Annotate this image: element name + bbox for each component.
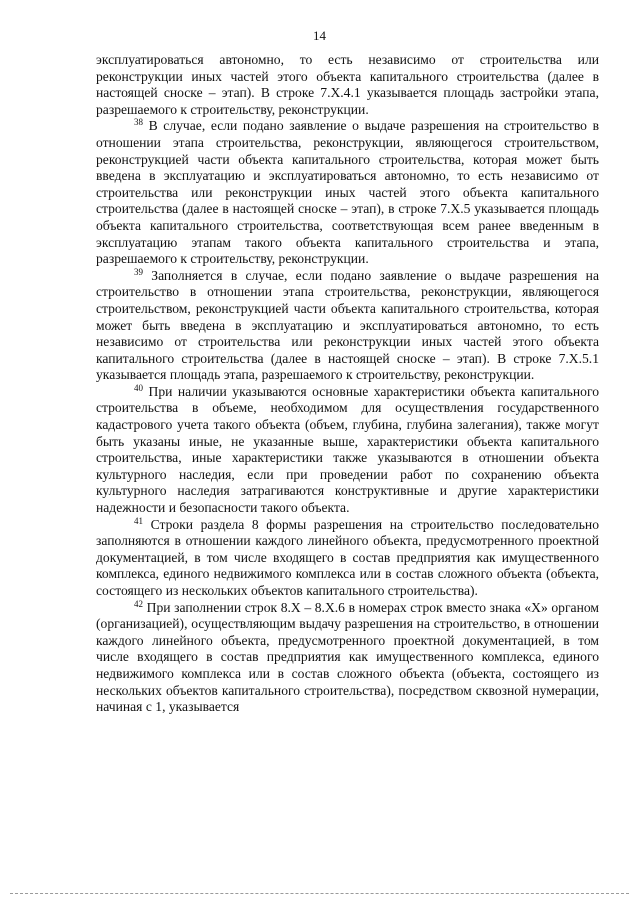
page-number: 14 [313,28,326,43]
footnote-38 [96,118,599,267]
footnote-text: При наличии указываются основные характеристики объекта капитального строительства в объеме, необходимом для осуществления государственного кадастрового учета такого объекта (объем, глубина, глубина залегания), также могут быть указаны иные, не указанные выше, характеристики объекта капитального строительства, иные характеристики также указываются в отношении объекта культурного наследия, если при проведении работ по сохранению объекта культурного наследия затрагиваются конструктивные и другие характеристики надежности и безопасности такого объекта. [96,383,599,516]
footnote-marker: 42 [134,598,143,609]
footnote-marker: 38 [134,117,143,128]
footnote-text: При заполнении строк 8.Х – 8.Х.6 в номерах строк вместо знака «Х» органом (организацией), осуществляющим выдачу разрешения на строительство, в отношении каждого линейного объекта, предусмотренного проектной документацией, в том числе входящего в состав предприятия как имущественного комплекса, единого недвижимого комплекса или в состав сложного объекта (объекта, состоящего из нескольких объектов капитального строительства), посредством сквозной нумерации, начиная с 1, указывается [96,599,599,715]
footnote-39 [96,268,599,384]
page-bottom-divider [10,893,629,894]
footnote-text: эксплуатироваться автономно, то есть независимо от строительства или реконструкции иных частей этого объекта капитального строительства (далее в настоящей сноске – этап). В строке 7.Х.4.1 указывается площадь застройки этапа, разрешаемого к строительству, реконструкции. [96,52,599,117]
footnote-42 [96,600,599,716]
footnotes-body [96,52,599,716]
footnote-41 [96,517,599,600]
footnote-marker: 39 [134,266,143,277]
footnote-marker: 41 [134,515,143,526]
footnote-text: В случае, если подано заявление о выдаче разрешения на строительство в отношении этапа строительства, реконструкции, являющегося строительством, реконструкцией части объекта капитального строительства, которая может быть введена в эксплуатацию и эксплуатироваться автономно, то есть независимо от строительства или реконструкции иных частей этого объекта капитального строительства (далее в настоящей сноске – этап), в строке 7.Х.5 указывается площадь объекта капитального строительства, соответствующая всем ранее введенным в эксплуатацию этапам такого объекта капитального строительства и этапа, разрешаемого к строительству, реконструкции. [96,118,599,267]
footnote-40 [96,384,599,517]
footnote-37-continuation [96,52,599,118]
footnote-marker: 40 [134,382,143,393]
footnote-text: Строки раздела 8 формы разрешения на строительство последовательно заполняются в отношении каждого линейного объекта, предусмотренного проектной документацией, в том числе входящего в состав предприятия как имущественного комплекса, единого недвижимого комплекса или в состав сложного объекта (объекта, состоящего из нескольких объектов капитального строительства). [96,516,599,598]
footnote-text: Заполняется в случае, если подано заявление о выдаче разрешения на строительство в отношении этапа строительства, реконструкции, являющегося строительством, реконструкцией части объекта капитального строительства, которая может быть введена в эксплуатацию и эксплуатироваться автономно, то есть независимо от строительства или реконструкции иных частей этого объекта капитального строительства (далее в настоящей сноске – этап). В строке 7.Х.5.1 указывается площадь этапа, разрешаемого к строительству, реконструкции. [96,267,599,383]
